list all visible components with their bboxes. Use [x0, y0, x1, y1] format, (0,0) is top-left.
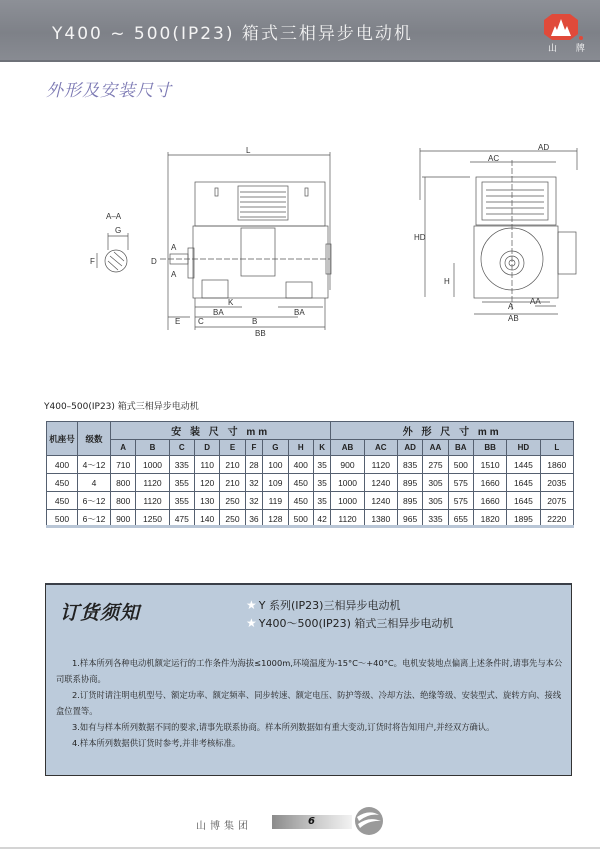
col-header: K	[313, 440, 330, 456]
col-header: A	[111, 440, 136, 456]
cell-value: 1120	[331, 510, 364, 528]
cell-frame: 400	[47, 456, 78, 474]
cell-value: 275	[423, 456, 448, 474]
table-caption: Y400–500(IP23) 箱式三相异步电动机	[44, 402, 199, 412]
notice-item: 4.样本所列数据供订货时参考,并非考核标准。	[72, 738, 241, 748]
label-aa: AA	[530, 297, 541, 306]
label-bb: BB	[255, 329, 266, 338]
notice-title: 订货须知	[60, 602, 141, 624]
label-e: E	[175, 317, 181, 326]
cell-value: 32	[245, 492, 262, 510]
notice-body	[56, 655, 564, 751]
cell-value: 1645	[507, 492, 540, 510]
cell-value: 1445	[507, 456, 540, 474]
label-a-upper: A	[171, 243, 177, 252]
cell-value: 335	[169, 456, 194, 474]
col-header: E	[220, 440, 245, 456]
cell-value: 250	[220, 510, 245, 528]
cell-value: 109	[263, 474, 288, 492]
star-icon: ★	[246, 598, 257, 612]
group-install: 安 装 尺 寸 mm	[111, 422, 331, 440]
cell-poles: 4	[78, 474, 111, 492]
cell-value: 1380	[364, 510, 397, 528]
cell-value: 475	[169, 510, 194, 528]
col-header: D	[194, 440, 219, 456]
col-frame: 机座号	[47, 422, 78, 456]
cell-value: 100	[263, 456, 288, 474]
label-k: K	[228, 298, 234, 307]
label-a-lower: A	[171, 270, 177, 279]
notice-item: 2.订货时请注明电机型号、额定功率、额定频率、同步转速、额定电压、防护等级、冷却方法、绝缘等级、安装型式、旋转方向、接线盒位置等。	[56, 690, 562, 716]
cell-frame: 450	[47, 492, 78, 510]
cell-value: 1000	[136, 456, 169, 474]
cell-value: 575	[448, 492, 473, 510]
col-header: B	[136, 440, 169, 456]
cell-value: 1120	[136, 474, 169, 492]
cell-value: 800	[111, 474, 136, 492]
cell-value: 210	[220, 456, 245, 474]
cell-value: 35	[313, 474, 330, 492]
dimension-table	[46, 421, 574, 528]
page-number: 6	[308, 816, 315, 827]
table-bottom-bar	[46, 525, 574, 528]
cell-value: 1000	[331, 474, 364, 492]
page-footer	[0, 787, 600, 849]
label-ab: AB	[508, 314, 519, 323]
cell-value: 355	[169, 492, 194, 510]
col-header: G	[263, 440, 288, 456]
cell-value: 119	[263, 492, 288, 510]
cell-value: 1895	[507, 510, 540, 528]
cell-value: 128	[263, 510, 288, 528]
cell-value: 1820	[474, 510, 507, 528]
col-header: AA	[423, 440, 448, 456]
cell-poles: 4～12	[78, 456, 111, 474]
brand-logo-text: 山 牌	[548, 44, 593, 54]
cell-value: 1250	[136, 510, 169, 528]
cell-value: 965	[397, 510, 422, 528]
cell-value: 835	[397, 456, 422, 474]
cell-frame: 450	[47, 474, 78, 492]
cell-value: 250	[220, 492, 245, 510]
motor-dimension-drawing	[30, 140, 580, 340]
cell-value: 1510	[474, 456, 507, 474]
notice-item: 3.如有与样本所列数据不同的要求,请事先联系协商。样本所列数据如有重大变动,订货时将告知用户,并经双方确认。	[72, 722, 495, 732]
company-logo-icon	[353, 805, 385, 837]
cell-value: 710	[111, 456, 136, 474]
cell-value: 335	[423, 510, 448, 528]
cell-value: 450	[288, 492, 313, 510]
cell-value: 35	[313, 456, 330, 474]
col-header: AC	[364, 440, 397, 456]
cell-value: 42	[313, 510, 330, 528]
label-ad: AD	[538, 143, 550, 152]
col-header: AD	[397, 440, 422, 456]
cell-value: 575	[448, 474, 473, 492]
cell-value: 900	[331, 456, 364, 474]
label-l: L	[246, 146, 251, 155]
cell-value: 1120	[136, 492, 169, 510]
cell-value: 35	[313, 492, 330, 510]
cell-value: 130	[194, 492, 219, 510]
cell-value: 1660	[474, 492, 507, 510]
label-h: H	[444, 277, 450, 286]
cell-value: 355	[169, 474, 194, 492]
ordering-notice	[45, 583, 572, 776]
cell-value: 1645	[507, 474, 540, 492]
cell-value: 1120	[364, 456, 397, 474]
footer-company: 山博集团	[196, 821, 252, 832]
cell-poles: 6～12	[78, 492, 111, 510]
col-header: H	[288, 440, 313, 456]
label-ac: AC	[488, 154, 500, 163]
label-a-front: A	[508, 302, 514, 311]
cell-value: 900	[111, 510, 136, 528]
cell-value: 305	[423, 492, 448, 510]
cell-value: 400	[288, 456, 313, 474]
cell-frame: 500	[47, 510, 78, 528]
cell-value: 2220	[540, 510, 573, 528]
table-row	[47, 474, 574, 492]
label-b: B	[252, 317, 258, 326]
cell-value: 1660	[474, 474, 507, 492]
cell-value: 1860	[540, 456, 573, 474]
cell-value: 28	[245, 456, 262, 474]
cell-value: 500	[448, 456, 473, 474]
cell-value: 120	[194, 474, 219, 492]
cell-value: 655	[448, 510, 473, 528]
cell-value: 1240	[364, 474, 397, 492]
label-c: C	[198, 317, 204, 326]
section-title: 外形及安装尺寸	[46, 81, 172, 101]
col-header: AB	[331, 440, 364, 456]
label-section-aa: A–A	[106, 212, 122, 221]
star-icon: ★	[246, 616, 257, 630]
col-header: HD	[507, 440, 540, 456]
cell-value: 895	[397, 474, 422, 492]
cell-value: 1240	[364, 492, 397, 510]
label-hd: HD	[414, 233, 426, 242]
cell-value: 140	[194, 510, 219, 528]
header-title: Y400 ~ 500(IP23) 箱式三相异步电动机	[52, 24, 413, 44]
label-ba-right: BA	[294, 308, 305, 317]
cell-value: 36	[245, 510, 262, 528]
col-header: BA	[448, 440, 473, 456]
col-header: C	[169, 440, 194, 456]
col-poles: 级数	[78, 422, 111, 456]
table-row	[47, 492, 574, 510]
label-g: G	[115, 226, 122, 235]
cell-value: 32	[245, 474, 262, 492]
cell-value: 1000	[331, 492, 364, 510]
col-header: L	[540, 440, 573, 456]
cell-value: 110	[194, 456, 219, 474]
cell-value: 305	[423, 474, 448, 492]
label-ba-left: BA	[213, 308, 224, 317]
cell-value: 210	[220, 474, 245, 492]
notice-subtitle-2: ★ Y400～500(IP23) 箱式三相异步电动机	[246, 616, 454, 630]
label-f: F	[90, 257, 95, 266]
cell-poles: 6～12	[78, 510, 111, 528]
page-header	[0, 0, 600, 62]
cell-value: 2075	[540, 492, 573, 510]
notice-subtitle-1: ★ Y 系列(IP23)三相异步电动机	[246, 598, 401, 612]
cell-value: 895	[397, 492, 422, 510]
notice-item: 1.样本所列各种电动机额定运行的工作条件为海拔≤1000m,环境温度为-15°C～+40°C。电机安装地点偏离上述条件时,请事先与本公司联系协商。	[56, 658, 563, 684]
col-header: BB	[474, 440, 507, 456]
group-outline: 外 形 尺 寸 mm	[331, 422, 574, 440]
label-d: D	[151, 257, 157, 266]
col-header: F	[245, 440, 262, 456]
cell-value: 450	[288, 474, 313, 492]
cell-value: 2035	[540, 474, 573, 492]
cell-value: 800	[111, 492, 136, 510]
cell-value: 500	[288, 510, 313, 528]
table-row	[47, 456, 574, 474]
